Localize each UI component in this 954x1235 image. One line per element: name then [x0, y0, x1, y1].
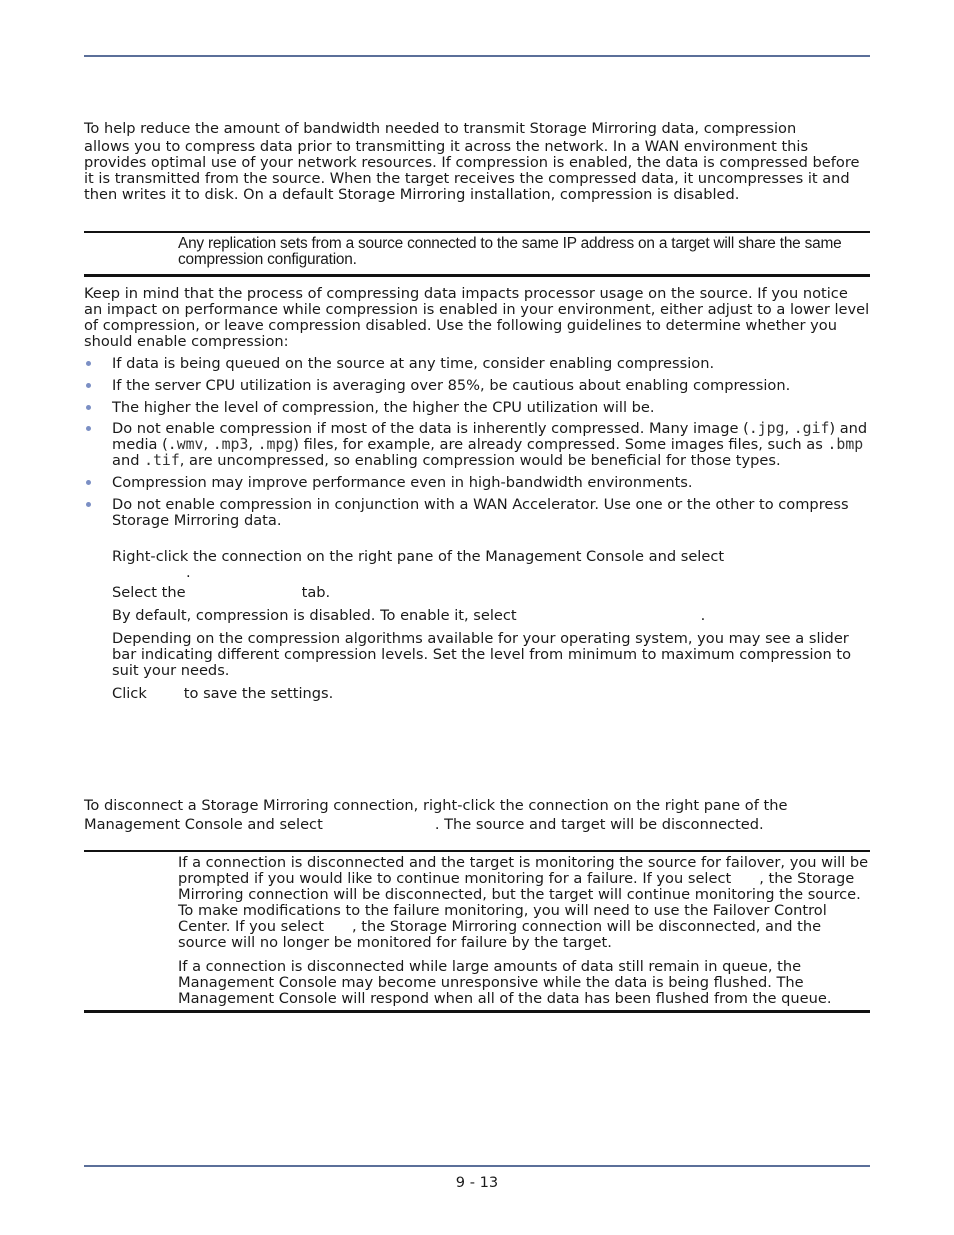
note-queue-paragraph: If a connection is disconnected while large amounts of data still remain in queue, the Management Console may become unresponsive while the data is being flushed. The Management Console will respond when all of the data has been flushed from the queue.	[178, 958, 832, 1007]
step-4: Depending on the compression algorithms available for your operating system, you may see a slider bar indicating different compression levels. Set the level from minimum to maximum compression to suit your needs.	[112, 630, 852, 679]
intro-paragraph	[84, 120, 870, 203]
footer-rule	[84, 1165, 870, 1167]
guidelines-intro: Keep in mind that the process of compressing data impacts processor usage on the source. If you notice an impact on performance while compression is enabled in your environment, either adjust to a lower level of compression, or leave compression disabled. Use the following guidelines to determine whether you should enable compression:	[84, 285, 870, 350]
note-failover-paragraph: If a connection is disconnected and the target is monitoring the source for failover, you will be prompted if you would like to continue monitoring for a failure. If you select , the Storage Mirroring connection will be disconnected, but the target will continue monitoring the source. To make modifications to the failure monitoring, you will need to use the Failover Control Center. If you select , the Storage Mirroring connection will be disconnected, and the source will no longer be monitored for failure by the target.	[178, 854, 869, 951]
bullet-icon	[86, 502, 91, 507]
file-ext-tif: .tif	[144, 452, 180, 470]
file-ext-wmv: .wmv	[167, 436, 204, 454]
file-ext-jpg: .jpg	[748, 420, 785, 438]
bullet-icon	[86, 405, 91, 410]
page-number: 9 - 13	[455, 1174, 499, 1191]
list-item: Compression may improve performance even in high-bandwidth environments.	[84, 475, 870, 491]
bullet-icon	[86, 426, 91, 431]
bullet-icon	[86, 383, 91, 388]
bullet-icon	[86, 361, 91, 366]
file-ext-gif: .gif	[793, 420, 830, 438]
file-ext-bmp: .bmp	[827, 436, 864, 454]
list-item: Do not enable compression if most of the data is inherently compressed. Many image (.jpg, .gif) and media (.wmv, .mp3, .mpg) files, for example, are already compressed. Some images files, such as .bmp and .tif, are uncompressed, so enabling compression would be beneficial for those types.	[84, 421, 870, 469]
list-item: Do not enable compression in conjunction with a WAN Accelerator. Use one or the other to compress Storage Mirroring data.	[84, 497, 870, 529]
step-2: Select the tab.	[112, 584, 331, 601]
guidelines-list	[84, 356, 870, 529]
compression-steps	[84, 549, 870, 709]
intro-rest: allows you to compress data prior to transmitting it across the network. In a WAN environment this provides optimal use of your network resources. If compression is enabled, the data is compressed before it is transmitted from the source. When the target receives the compressed data, it uncompresses it and then writes it to disk. On a default Storage Mirroring installation, compression is disabled.	[84, 138, 860, 203]
note-text: Any replication sets from a source connected to the same IP address on a target will share the same compression configuration.	[178, 235, 842, 268]
step-3: By default, compression is disabled. To enable it, select .	[112, 607, 706, 624]
disconnect-paragraph	[84, 797, 870, 834]
note-box-disconnect	[84, 850, 870, 1013]
disconnect-line1: To disconnect a Storage Mirroring connection, right-click the connection on the right pane of the	[84, 797, 788, 814]
disconnect-line2: Management Console and select . The source and target will be disconnected.	[84, 816, 764, 833]
guidelines-section	[84, 286, 870, 535]
list-item: If the server CPU utilization is averaging over 85%, be cautious about enabling compression.	[84, 378, 870, 394]
header-rule	[84, 55, 870, 57]
file-ext-mp3: .mp3	[212, 436, 249, 454]
note-box-compression	[84, 231, 870, 277]
intro-line1: To help reduce the amount of bandwidth needed to transmit Storage Mirroring data, compression	[84, 120, 797, 137]
step-1: Right-click the connection on the right pane of the Management Console and select .	[112, 548, 725, 581]
list-item: The higher the level of compression, the higher the CPU utilization will be.	[84, 400, 870, 416]
bullet-icon	[86, 480, 91, 485]
file-ext-mpg: .mpg	[257, 436, 294, 454]
list-item: If data is being queued on the source at any time, consider enabling compression.	[84, 356, 870, 372]
step-5: Click to save the settings.	[112, 685, 334, 702]
